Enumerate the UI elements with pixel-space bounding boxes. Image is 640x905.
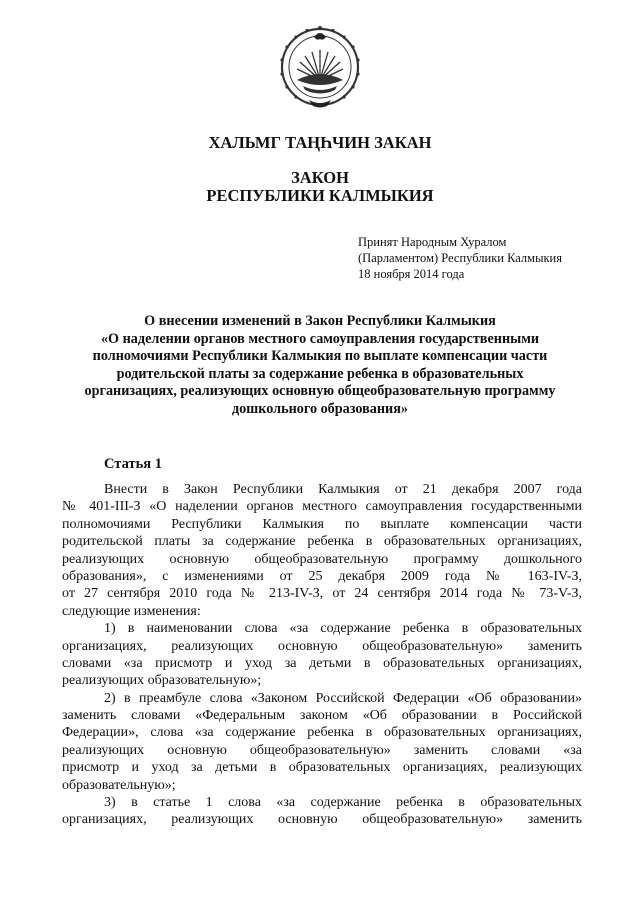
law-title-line: дошкольного образования» [231,400,408,417]
body-line: словами «за присмотр и уход за детьми в образовательных организациях, [62,655,582,671]
body-line: реализующих основную общеобразовательную программу дошкольного [62,551,582,567]
republic-heading: РЕСПУБЛИКИ КАЛМЫКИЯ [206,186,434,205]
law-title-line: организациях, реализующих основную общеобразовательную программу [84,383,556,399]
coat-of-arms-emblem [275,20,365,110]
body-line: образования», с изменениями от 25 декабря 2009 года № 163-IV-З, [62,568,582,584]
body-line: реализующих основную общеобразовательную» заменить словами «за [62,742,582,758]
adoption-note [358,234,562,282]
article-heading: Статья 1 [104,456,162,472]
body-line: следующие изменения: [62,603,201,619]
adoption-line-1: Принят Народным Хуралом [358,235,507,249]
body-line: реализующих образовательную»; [62,673,262,689]
body-line: заменить словами «Федеральным законом «Об образовании в Российской [62,708,582,724]
body-line: организациях, реализующих основную общеобразовательную» заменить [62,638,582,654]
adoption-date: 18 ноября 2014 года [358,267,465,281]
kalmyk-law-title: ХАЛЬМГ ТАҢҺЧИН ЗАКАН [208,133,432,152]
law-title-line: «О наделении органов местного самоуправления государственными [100,330,540,347]
adoption-line-2: (Парламентом) Республики Калмыкия [358,251,562,265]
body-line: 1) в наименовании слова «за содержание ребенка в образовательных [104,621,582,637]
law-title-line: родительской платы за содержание ребенка в образовательных [116,365,524,382]
body-line: 2) в преамбуле слова «Законом Российской Федерации «Об образовании» [104,690,582,706]
law-word-heading: ЗАКОН [291,168,349,187]
body-line: Внести в Закон Республики Калмыкия от 21 декабря 2007 года [104,482,582,497]
body-line: № 401-III-З «О наделении органов местного самоуправления государственными [62,499,582,515]
body-line: родительской платы за содержание ребенка в образовательных организациях, [62,534,582,550]
body-line: организациях, реализующих основную общеобразовательную» заменить [62,812,582,828]
law-title-line: О внесении изменений в Закон Республики Калмыкия [144,313,496,329]
law-title [58,313,582,418]
body-line: присмотр и уход за детьми в образовательных организациях, реализующих [62,760,582,776]
body-line: образовательную»; [62,777,176,793]
body-line: от 27 сентября 2010 года № 213-IV-З, от 24 сентября 2014 года № 73-V-З, [62,586,582,602]
law-title-line: полномочиями Республики Калмыкия по выплате компенсации части [92,348,548,364]
body-line: 3) в статье 1 слова «за содержание ребенка в образовательных [104,795,582,811]
article-body [62,481,582,829]
body-line: полномочиями Республики Калмыкия по выплате компенсации части [62,516,582,532]
body-line: Федерации», слова «за содержание ребенка в образовательных организациях, [62,725,582,741]
